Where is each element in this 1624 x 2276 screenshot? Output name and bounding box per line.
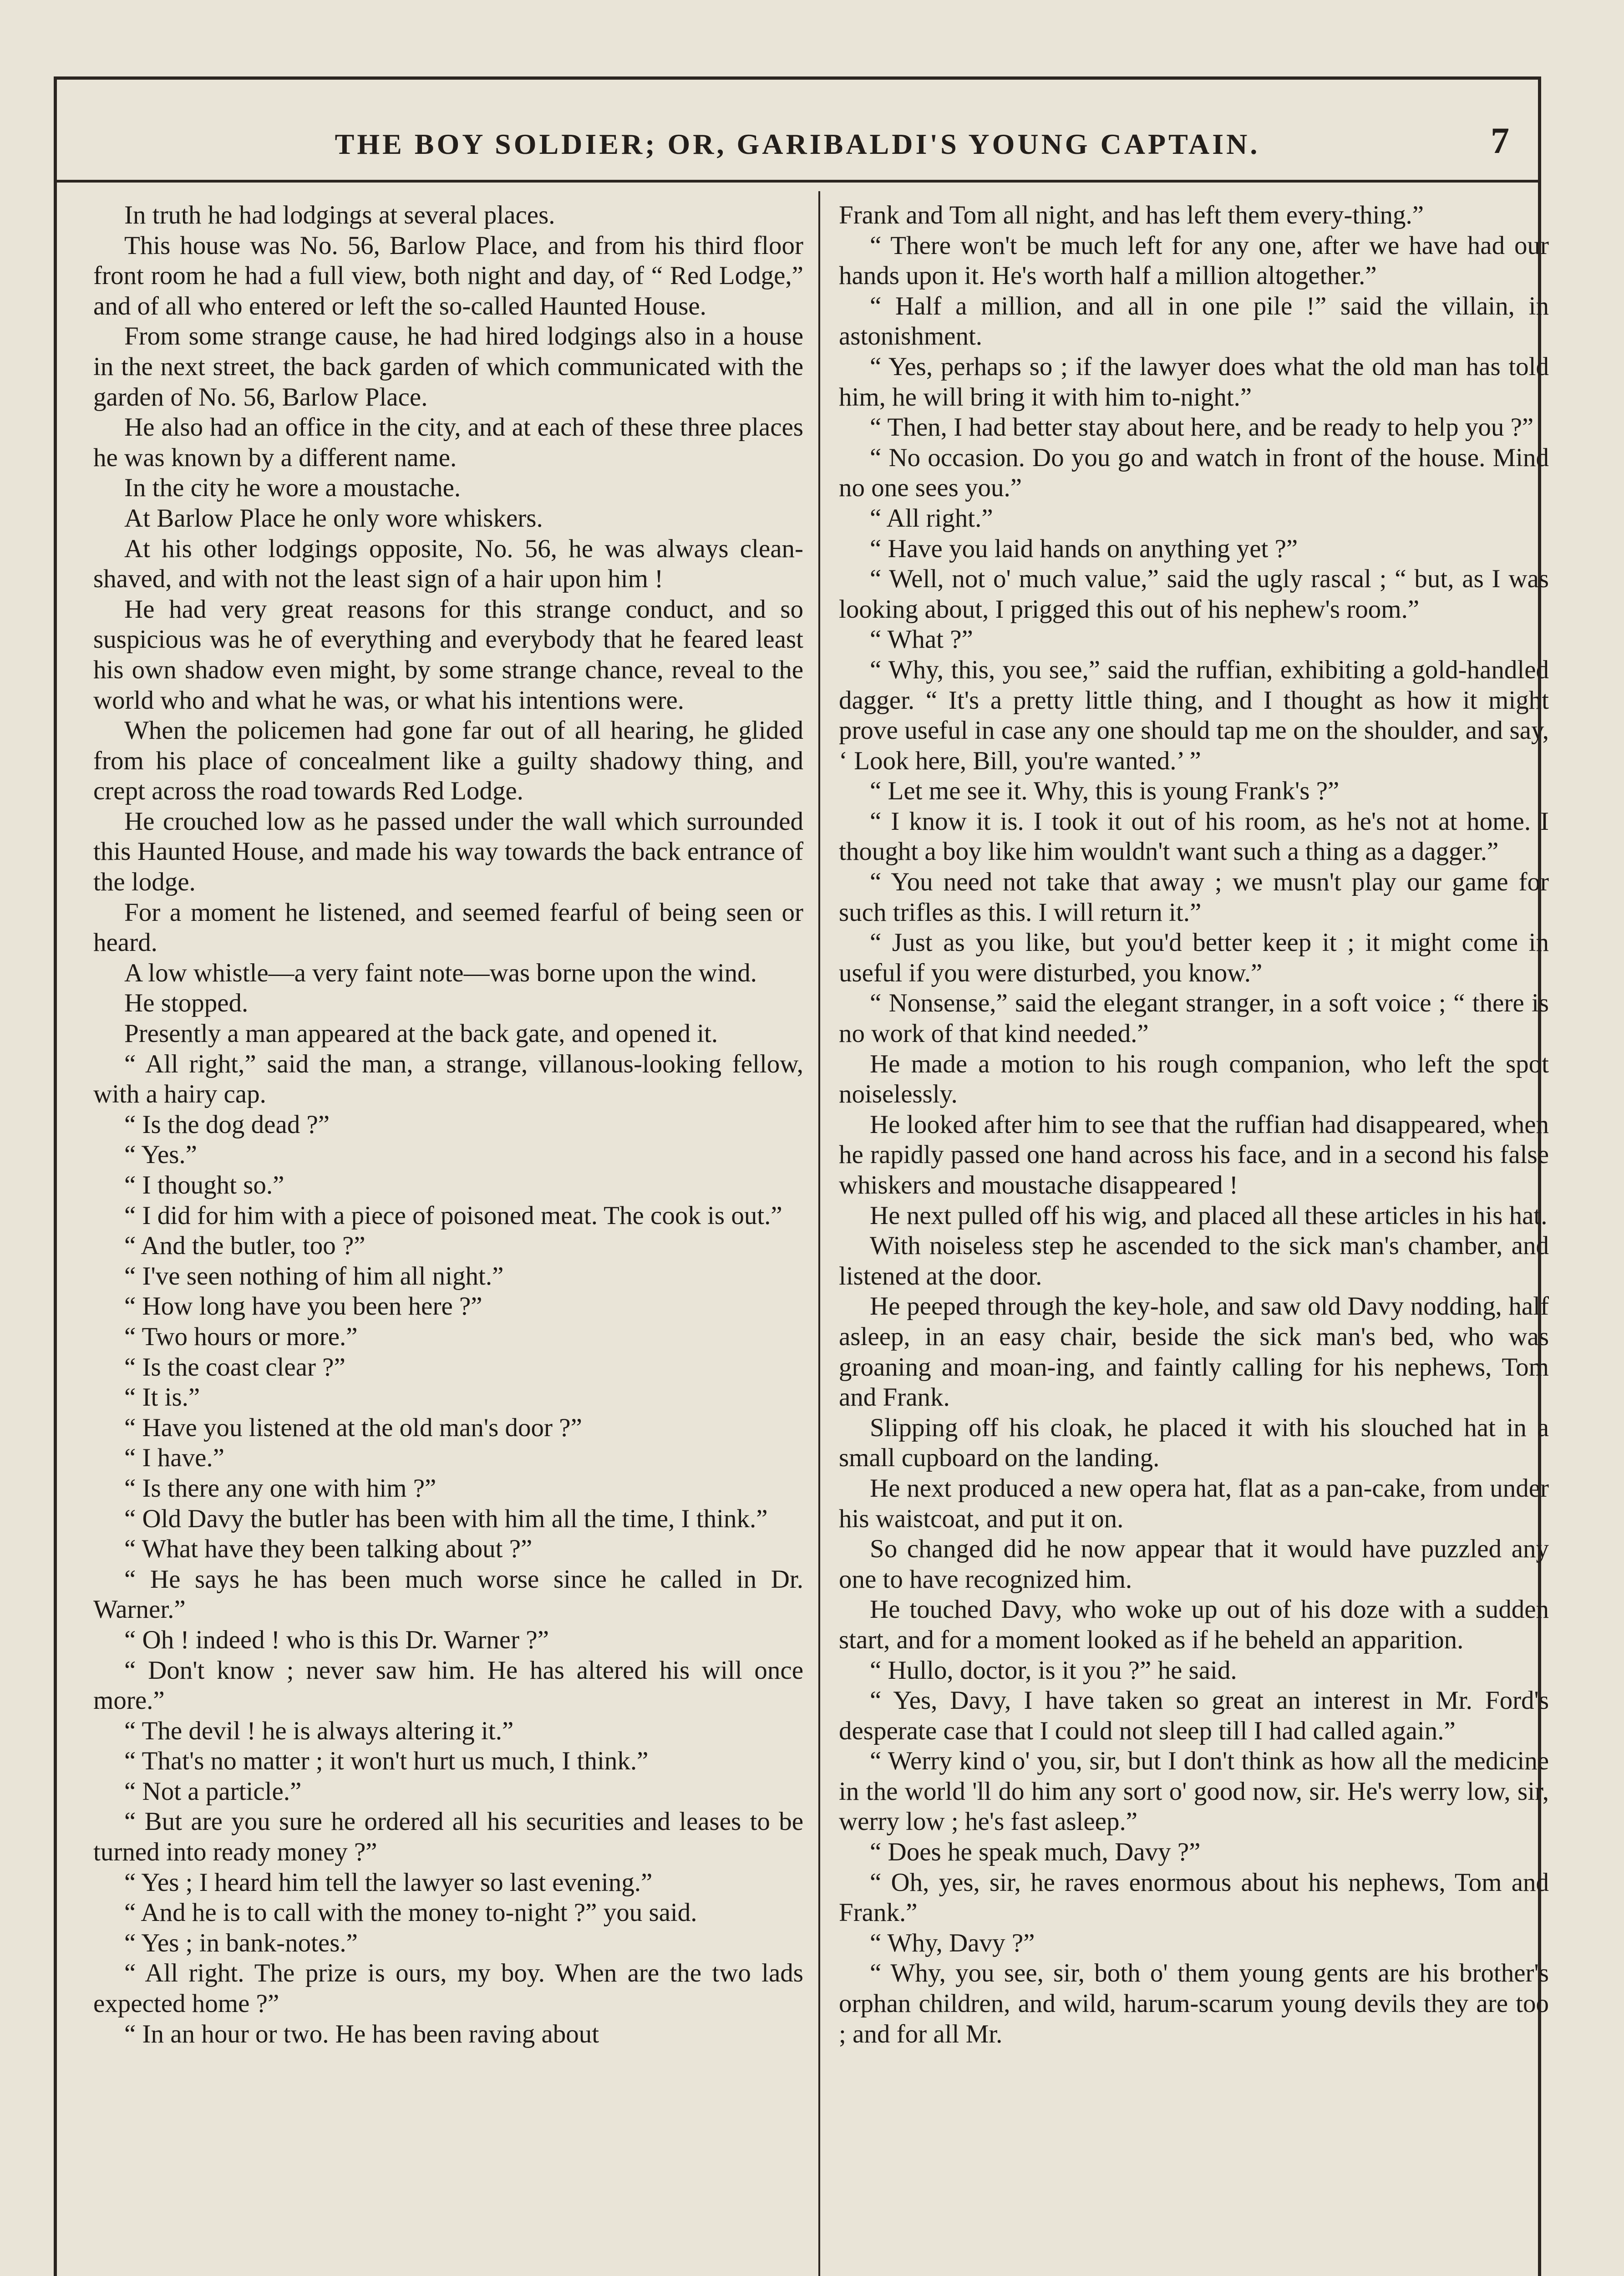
paragraph: “ In an hour or two. He has been raving about xyxy=(124,2019,599,2048)
paragraph: “ Yes, Davy, I have taken so great an interest in Mr. Ford's desperate case that I could not sleep till I had called again.” xyxy=(839,1686,1549,1745)
paragraph: “ No occasion. Do you go and watch in front of the house. Mind no one sees you.” xyxy=(839,443,1549,503)
paragraph: “ Well, not o' much value,” said the ugly rascal ; “ but, as I was looking about, I prigged this out of his nephew's room.” xyxy=(839,564,1549,624)
paragraph: “ Half a million, and all in one pile !” said the villain, in astonishment. xyxy=(839,291,1549,351)
paragraph: “ Yes ; in bank-notes.” xyxy=(124,1928,358,1957)
paragraph: “ Not a particle.” xyxy=(124,1777,302,1806)
paragraph: “ That's no matter ; it won't hurt us much, I think.” xyxy=(124,1747,649,1776)
right-column xyxy=(839,200,1549,2049)
paragraph: “ Is the coast clear ?” xyxy=(124,1352,345,1382)
paragraph: “ Why, Davy ?” xyxy=(870,1928,1035,1957)
paragraph: “ The devil ! he is always altering it.” xyxy=(124,1716,514,1745)
paragraph: At his other lodgings opposite, No. 56, he was always clean-shaved, and with not the least sign of a hair upon him ! xyxy=(93,534,803,594)
paragraph: He peeped through the key-hole, and saw old Davy nodding, half asleep, in an easy chair, beside the sick man's bed, who was groaning and moan-ing, and faintly calling for his nephews, Tom and Frank. xyxy=(839,1292,1549,1412)
paragraph: He crouched low as he passed under the wall which surrounded this Haunted House, and made his way towards the back entrance of the lodge. xyxy=(93,807,803,897)
paragraph: “ Old Davy the butler has been with him all the time, I think.” xyxy=(124,1504,768,1533)
paragraph: “ He says he has been much worse since he called in Dr. Warner.” xyxy=(93,1565,803,1624)
paragraph: “ I did for him with a piece of poisoned meat. The cook is out.” xyxy=(124,1201,782,1230)
paragraph: “ There won't be much left for any one, after we have had our hands upon it. He's worth half a million altogether.” xyxy=(839,231,1549,290)
paragraph: Slipping off his cloak, he placed it with his slouched hat in a small cupboard on the landing. xyxy=(839,1413,1549,1473)
paragraph: “ Just as you like, but you'd better keep it ; it might come in useful if you were disturbed, you know.” xyxy=(839,928,1549,987)
paragraph: “ Is the dog dead ?” xyxy=(124,1110,330,1139)
paragraph: “ Nonsense,” said the elegant stranger, in a soft voice ; “ there is no work of that kind needed.” xyxy=(839,989,1549,1048)
paragraph: A low whistle—a very faint note—was borne upon the wind. xyxy=(124,958,757,987)
paragraph: “ Have you laid hands on anything yet ?” xyxy=(870,534,1298,563)
paragraph: For a moment he listened, and seemed fearful of being seen or heard. xyxy=(93,898,803,957)
paragraph: He made a motion to his rough companion, who left the spot noiselessly. xyxy=(839,1049,1549,1109)
paragraph: “ Then, I had better stay about here, and be ready to help you ?” xyxy=(870,413,1534,442)
paragraph: “ All right,” said the man, a strange, villanous-looking fellow, with a hairy cap. xyxy=(93,1049,803,1109)
paragraph: “ Why, you see, sir, both o' them young gents are his brother's orphan children, and wild, harum-scarum young devils they are too ; and for all Mr. xyxy=(839,1959,1549,2048)
paragraph: “ But are you sure he ordered all his securities and leases to be turned into ready money ?” xyxy=(93,1807,803,1867)
paragraph: “ I thought so.” xyxy=(124,1171,284,1199)
paragraph: “ Does he speak much, Davy ?” xyxy=(870,1838,1201,1867)
paragraph: “ What ?” xyxy=(870,625,973,654)
paragraph: When the policemen had gone far out of all hearing, he glided from his place of concealment like a guilty shadowy thing, and crept across the road towards Red Lodge. xyxy=(93,716,803,806)
paragraph: “ Yes ; I heard him tell the lawyer so last evening.” xyxy=(124,1868,653,1897)
paragraph: “ Oh ! indeed ! who is this Dr. Warner ?” xyxy=(124,1625,549,1654)
page-number: 7 xyxy=(1491,120,1509,161)
paragraph: “ I've seen nothing of him all night.” xyxy=(124,1261,504,1290)
paragraph: “ Let me see it. Why, this is young Frank's ?” xyxy=(870,777,1340,806)
paragraph: He looked after him to see that the ruffian had disappeared, when he rapidly passed one hand across his face, and in a second his false whiskers and moustache disappeared ! xyxy=(839,1110,1549,1199)
paragraph: So changed did he now appear that it would have puzzled any one to have recognized him. xyxy=(839,1534,1549,1594)
paragraph: He had very great reasons for this strange conduct, and so suspicious was he of everything and everybody that he feared least his own shadow even might, by some strange chance, reveal to the world who and what he was, or what his intentions were. xyxy=(93,594,803,715)
paragraph: “ I have.” xyxy=(124,1443,224,1473)
paragraph: “ And the butler, too ?” xyxy=(124,1231,365,1260)
paragraph: “ And he is to call with the money to-night ?” you said. xyxy=(124,1898,697,1927)
paragraph: He touched Davy, who woke up out of his doze with a sudden start, and for a moment looked as if he beheld an apparition. xyxy=(839,1595,1549,1654)
paragraph: “ Two hours or more.” xyxy=(124,1322,358,1351)
paragraph: “ It is.” xyxy=(124,1383,200,1412)
paragraph: In the city he wore a moustache. xyxy=(124,473,461,503)
running-title: THE BOY SOLDIER; OR, GARIBALDI'S YOUNG CAPTAIN. xyxy=(335,128,1260,160)
paragraph: He also had an office in the city, and at each of these three places he was known by a different name. xyxy=(93,413,803,472)
paragraph: He stopped. xyxy=(124,989,249,1018)
paragraph: “ I know it is. I took it out of his room, as he's not at home. I thought a boy like him wouldn't want such a thing as a dagger.” xyxy=(839,807,1549,866)
paragraph: “ Don't know ; never saw him. He has altered his will once more.” xyxy=(93,1656,803,1715)
paragraph: With noiseless step he ascended to the sick man's chamber, and listened at the door. xyxy=(839,1231,1549,1290)
paragraph: “ All right.” xyxy=(870,503,993,533)
paragraph: “ You need not take that away ; we musn't play our game for such trifles as this. I will return it.” xyxy=(839,868,1549,927)
paragraph: “ Why, this, you see,” said the ruffian, exhibiting a gold-handled dagger. “ It's a pretty little thing, and I thought as how it might prove useful in case any one should tap me on the shoulder, and say, ‘ Look here, Bill, you're wanted.’ ” xyxy=(839,655,1549,775)
running-header xyxy=(54,114,1541,168)
paragraph: “ Have you listened at the old man's door ?” xyxy=(124,1413,582,1442)
paragraph: From some strange cause, he had hired lodgings also in a house in the next street, the back garden of which communicated with the garden of No. 56, Barlow Place. xyxy=(93,322,803,412)
paragraph: He next pulled off his wig, and placed all these articles in his hat. xyxy=(870,1201,1548,1230)
paragraph: “ Werry kind o' you, sir, but I don't think as how all the medicine in the world 'll do him any sort o' good now, sir. He's werry low, sir, werry low ; he's fast asleep.” xyxy=(839,1747,1549,1836)
paragraph: “ How long have you been here ?” xyxy=(124,1292,482,1321)
paragraph: “ All right. The prize is ours, my boy. When are the two lads expected home ?” xyxy=(93,1959,803,2018)
left-column xyxy=(93,200,803,2049)
paragraph: “ Is there any one with him ?” xyxy=(124,1473,436,1503)
paragraph: “ What have they been talking about ?” xyxy=(124,1534,533,1564)
paragraph: At Barlow Place he only wore whiskers. xyxy=(124,503,543,533)
paragraph: Presently a man appeared at the back gate, and opened it. xyxy=(124,1019,718,1048)
header-rule xyxy=(54,180,1541,183)
paragraph: In truth he had lodgings at several places. xyxy=(124,201,555,229)
paragraph: He next produced a new opera hat, flat as a pan-cake, from under his waistcoat, and put it on. xyxy=(839,1473,1549,1533)
paragraph: “ Yes, perhaps so ; if the lawyer does what the old man has told him, he will bring it with him to-night.” xyxy=(839,352,1549,412)
paragraph: “ Oh, yes, sir, he raves enormous about his nephews, Tom and Frank.” xyxy=(839,1868,1549,1927)
paragraph: “ Hullo, doctor, is it you ?” he said. xyxy=(870,1656,1237,1685)
column-divider xyxy=(818,191,820,2276)
paragraph: Frank and Tom all night, and has left them every-thing.” xyxy=(839,201,1424,229)
paragraph: “ Yes.” xyxy=(124,1140,197,1169)
paragraph: This house was No. 56, Barlow Place, and from his third floor front room he had a full view, both night and day, of “ Red Lodge,” and of all who entered or left the so-called Haunted House. xyxy=(93,231,803,320)
